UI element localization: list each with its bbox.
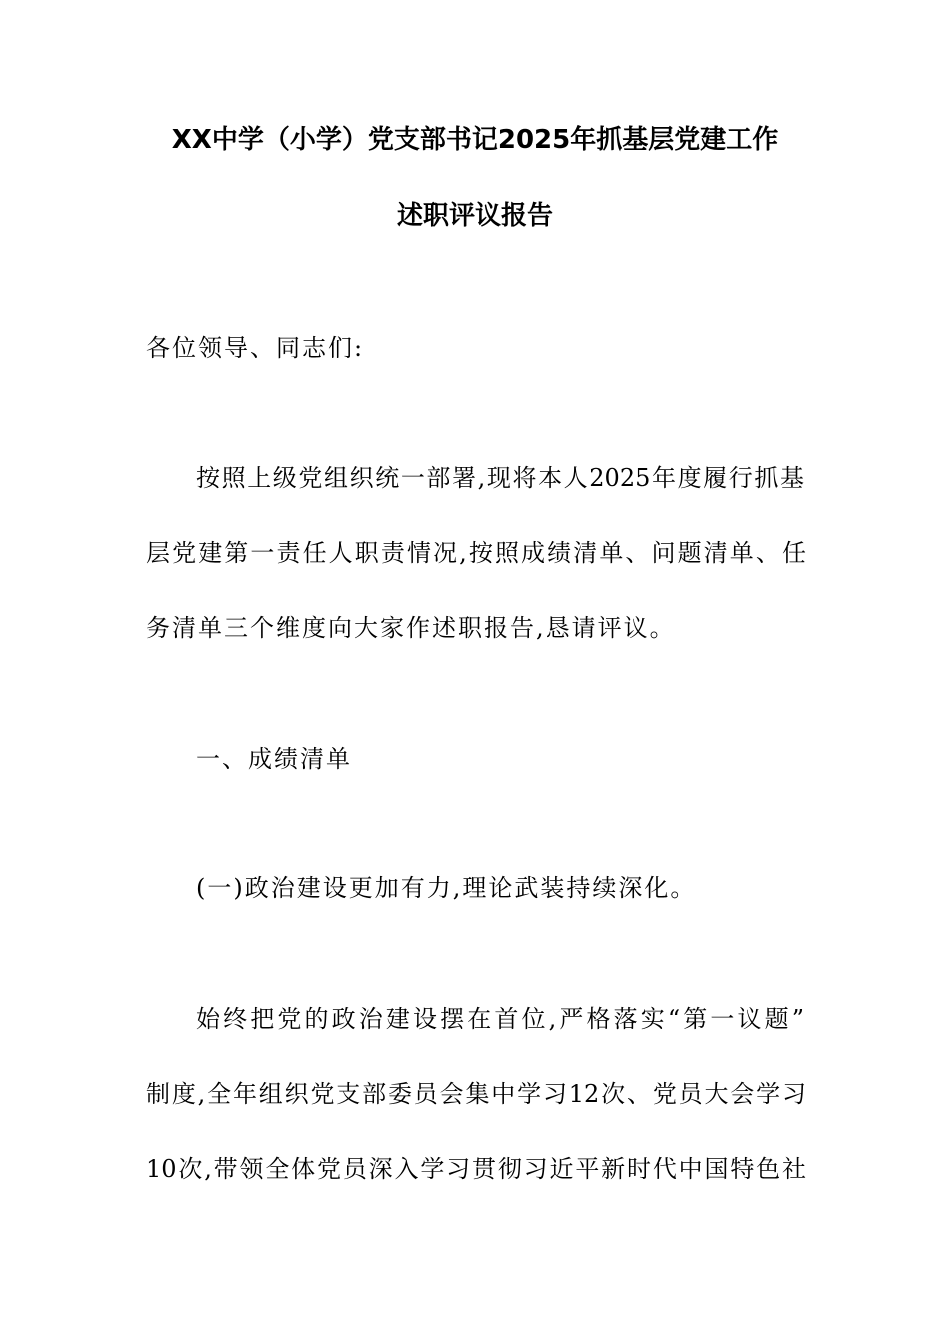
document-title-line-2: 述职评议报告 bbox=[396, 201, 553, 231]
section-heading: 一、成绩清单 bbox=[196, 745, 352, 773]
intro-line-3: 务清单三个维度向大家作述职报告,恳请评议。 bbox=[146, 614, 676, 642]
intro-line-1: 按照上级党组织统一部署,现将本人2025年度履行抓基 bbox=[196, 464, 804, 492]
body-line-1: 始终把党的政治建设摆在首位,严格落实“第一议题” bbox=[196, 1005, 804, 1033]
body-line-3: 10次,带领全体党员深入学习贯彻习近平新时代中国特色社 bbox=[146, 1155, 806, 1183]
subsection-heading: (一)政治建设更加有力,理论武装持续深化。 bbox=[196, 874, 697, 902]
body-line-2: 制度,全年组织党支部委员会集中学习12次、党员大会学习 bbox=[146, 1080, 806, 1108]
salutation: 各位领导、同志们: bbox=[146, 334, 365, 362]
intro-line-2: 层党建第一责任人职责情况,按照成绩清单、问题清单、任 bbox=[146, 539, 806, 567]
document-title-line-1: XX中学（小学）党支部书记2025年抓基层党建工作 bbox=[171, 125, 779, 155]
